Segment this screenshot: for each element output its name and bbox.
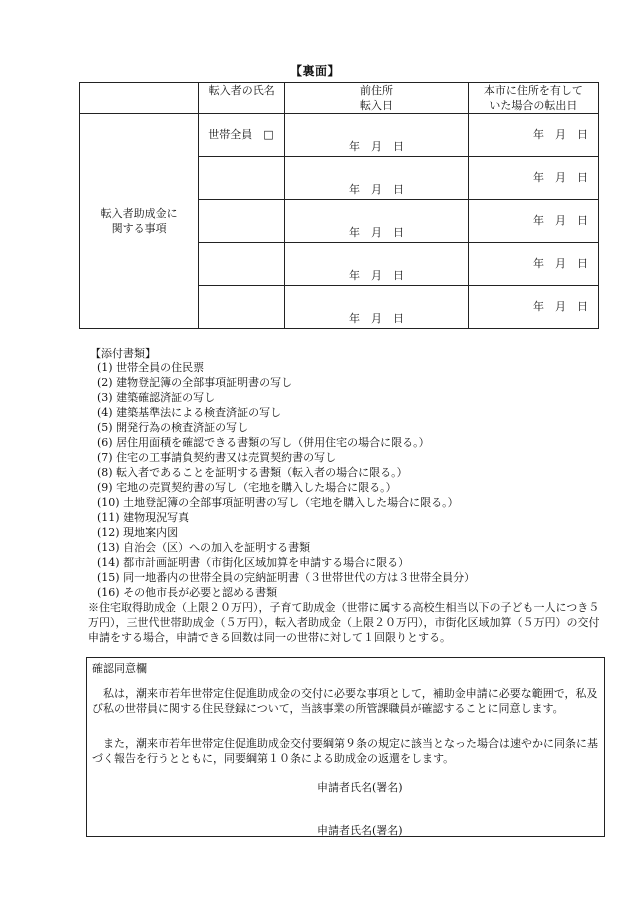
move-out-cell[interactable] bbox=[468, 157, 598, 200]
attachments-list bbox=[97, 360, 617, 600]
name-cell[interactable] bbox=[199, 200, 285, 243]
list-item: (4) 建築基準法による検査済証の写し bbox=[97, 406, 282, 419]
header-name-label: 転入者の氏名 bbox=[208, 84, 275, 97]
subsidy-note: ※住宅取得助成金（上限２０万円），子育て助成金（世帯に属する高校生相当以下の子ども一人につき５万円），三世代世帯助成金（５万円），転入者助成金（上限２０万円），市街化区域加算（５万円）の交付申請をする場合，申請できる回数は同一の世帯に対して１回限りとする。 bbox=[88, 601, 600, 644]
list-item: (5) 開発行為の検査済証の写し bbox=[97, 421, 249, 434]
name-cell[interactable] bbox=[199, 286, 285, 329]
page-title: 【裏面】 bbox=[289, 64, 340, 78]
consent-paragraph-1: 私は，潮来市若年世帯定住促進助成金の交付に必要な事項として，補助金申請に必要な範囲で，私及び私の世帯員に関する住民登録について，当該事業の所管課職員が確認することに同意します。 bbox=[92, 687, 598, 715]
consent-paragraph-2: また，潮来市若年世帯定住促進助成金交付要綱第９条の規定に該当となった場合は速やかに同条に基づく報告を行うとともに，同要綱第１０条による助成金の返還をします。 bbox=[92, 737, 598, 765]
move-out-cell[interactable] bbox=[468, 243, 598, 286]
move-in-date: 年 月 日 bbox=[349, 226, 405, 239]
table-row bbox=[80, 114, 599, 157]
move-out-date: 年 月 日 bbox=[533, 171, 588, 184]
table-header-row bbox=[80, 83, 599, 114]
transfer-subsidy-table bbox=[79, 82, 599, 329]
header-prev-label: 前住所 転入日 bbox=[360, 84, 394, 112]
list-item: (16) その他市長が必要と認める書類 bbox=[97, 586, 278, 599]
list-item: (6) 居住用面積を確認できる書類の写し（併用住宅の場合に限る。） bbox=[97, 436, 430, 449]
header-prev-address bbox=[285, 83, 468, 114]
section-label bbox=[80, 114, 199, 329]
list-item: (15) 同一地番内の世帯全員の完納証明書（３世帯世代の方は３世帯全員分） bbox=[97, 571, 476, 584]
name-cell[interactable] bbox=[199, 114, 285, 157]
header-out-label: 本市に住所を有して いた場合の転出日 bbox=[483, 84, 583, 112]
attachments-heading: 【添付書類】 bbox=[90, 347, 156, 360]
header-name bbox=[199, 83, 285, 114]
move-out-cell[interactable] bbox=[468, 114, 598, 157]
move-out-date: 年 月 日 bbox=[533, 214, 588, 227]
list-item: (13) 自治会（区）への加入を証明する書類 bbox=[97, 541, 311, 554]
prev-address-cell[interactable] bbox=[285, 114, 468, 157]
consent-title: 確認同意欄 bbox=[92, 662, 147, 675]
move-out-cell[interactable] bbox=[468, 286, 598, 329]
move-in-date: 年 月 日 bbox=[349, 269, 405, 282]
list-item: (10) 土地登記簿の全部事項証明書の写し（宅地を購入した場合に限る。） bbox=[97, 496, 459, 509]
list-item: (14) 都市計画証明書（市街化区域加算を申請する場合に限る） bbox=[97, 556, 410, 569]
list-item: (1) 世帯全員の住民票 bbox=[97, 361, 205, 374]
section-label-text: 転入者助成金に 関する事項 bbox=[100, 207, 178, 235]
move-in-date: 年 月 日 bbox=[349, 183, 405, 196]
list-item: (7) 住宅の工事請負契約書又は売買契約書の写し bbox=[97, 451, 337, 464]
move-out-cell[interactable] bbox=[468, 200, 598, 243]
prev-address-cell[interactable] bbox=[285, 157, 468, 200]
name-cell[interactable] bbox=[199, 243, 285, 286]
all-household-checkbox[interactable]: 世帯全員 □ bbox=[208, 128, 274, 141]
header-move-out-date bbox=[468, 83, 598, 114]
list-item: (2) 建物登記簿の全部事項証明書の写し bbox=[97, 376, 293, 389]
applicant-signature-2[interactable]: 申請者氏名(署名) bbox=[317, 824, 403, 837]
list-item: (12) 現地案内図 bbox=[97, 526, 179, 539]
name-cell[interactable] bbox=[199, 157, 285, 200]
consent-box bbox=[86, 657, 605, 837]
move-out-date: 年 月 日 bbox=[533, 257, 588, 270]
list-item: (9) 宅地の売買契約書の写し（宅地を購入した場合に限る。） bbox=[97, 481, 397, 494]
move-in-date: 年 月 日 bbox=[349, 140, 405, 153]
move-in-date: 年 月 日 bbox=[349, 312, 405, 325]
prev-address-cell[interactable] bbox=[285, 286, 468, 329]
header-blank-cell bbox=[80, 83, 199, 114]
move-out-date: 年 月 日 bbox=[533, 128, 588, 141]
prev-address-cell[interactable] bbox=[285, 200, 468, 243]
prev-address-cell[interactable] bbox=[285, 243, 468, 286]
list-item: (3) 建築確認済証の写し bbox=[97, 391, 216, 404]
list-item: (11) 建物現況写真 bbox=[97, 511, 190, 524]
list-item: (8) 転入者であることを証明する書類（転入者の場合に限る。） bbox=[97, 466, 408, 479]
move-out-date: 年 月 日 bbox=[533, 300, 588, 313]
applicant-signature-1[interactable]: 申請者氏名(署名) bbox=[317, 781, 403, 794]
